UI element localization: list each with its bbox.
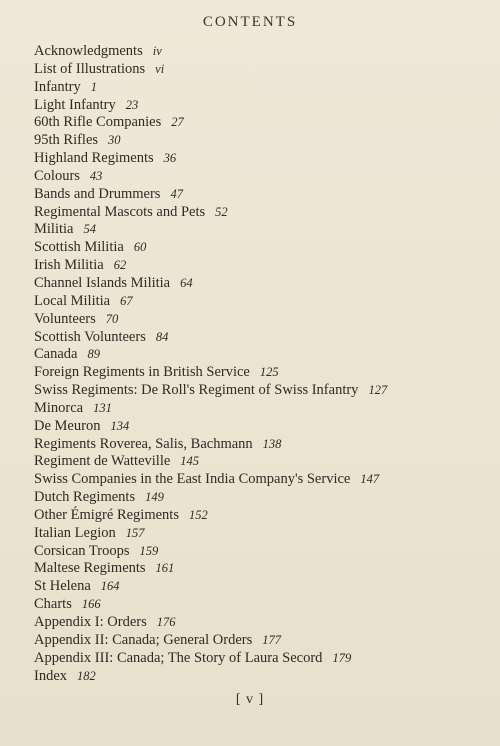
toc-entry	[34, 114, 474, 132]
toc-entry	[34, 257, 474, 275]
toc-entry-title: Dutch Regiments	[34, 489, 136, 506]
toc-entry-title: Volunteers	[34, 310, 96, 327]
toc-entry-title: Irish Militia	[34, 257, 104, 274]
toc-entry-page: 62	[113, 258, 127, 273]
toc-entry-title: Appendix II: Canada; General Orders	[34, 631, 253, 648]
toc-entry-page: 64	[180, 275, 193, 290]
toc-entry	[34, 275, 474, 293]
toc-entry-title: Swiss Companies in the East India Company's Service	[34, 471, 351, 488]
toc-entry-page: 177	[262, 632, 281, 647]
toc-entry-page: 47	[170, 186, 183, 201]
toc-entry	[34, 471, 474, 489]
toc-entry-page: 147	[360, 472, 380, 487]
toc-entry-title: Regiments Roverea, Salis, Bachmann	[34, 435, 253, 452]
toc-entry	[34, 311, 474, 329]
toc-entry	[34, 614, 474, 632]
toc-entry	[34, 578, 474, 596]
toc-entry	[34, 204, 474, 222]
toc-entry	[34, 400, 474, 418]
toc-entry-page: vi	[155, 61, 165, 76]
toc-entry-title: Index	[34, 667, 68, 684]
toc-entry	[34, 632, 474, 650]
toc-entry-title: Scottish Militia	[34, 239, 124, 256]
toc-entry-page: 127	[368, 383, 388, 398]
toc-entry	[34, 489, 474, 507]
toc-entry	[34, 221, 474, 239]
toc-entry-page: 36	[163, 151, 177, 166]
page-title: CONTENTS	[202, 14, 298, 30]
toc-entry	[34, 507, 474, 525]
toc-entry-title: Light Infantry	[34, 96, 116, 113]
toc-entry-title: Foreign Regiments in British Service	[34, 364, 250, 381]
toc-entry-page: 70	[105, 311, 119, 326]
toc-entry	[34, 453, 474, 471]
toc-entry-page: 179	[332, 650, 352, 665]
toc-entry	[34, 43, 474, 61]
toc-entry-title: Regimental Mascots and Pets	[34, 203, 206, 220]
toc-entry	[34, 293, 474, 311]
toc-entry-page: 164	[100, 579, 120, 594]
contents-list	[34, 43, 474, 685]
toc-entry-title: List of Illustrations	[34, 60, 146, 77]
toc-entry-title: Italian Legion	[34, 524, 116, 541]
toc-entry-title: Other Émigré Regiments	[34, 506, 179, 523]
toc-entry-page: 152	[188, 507, 208, 522]
page-number: [ v ]	[235, 692, 265, 707]
toc-entry-title: 95th Rifles	[34, 132, 99, 149]
toc-entry-page: 161	[155, 561, 175, 576]
toc-entry-title: Swiss Regiments: De Roll's Regiment of Swiss Infantry	[34, 382, 359, 399]
toc-entry-title: Appendix I: Orders	[34, 614, 147, 630]
toc-entry-title: Appendix III: Canada; The Story of Laura Secord	[34, 649, 323, 666]
toc-entry	[34, 79, 474, 97]
toc-entry	[34, 186, 474, 204]
toc-entry	[34, 560, 474, 578]
toc-entry-page: 54	[83, 222, 96, 237]
toc-entry-page: 131	[93, 400, 112, 415]
toc-entry-title: Highland Regiments	[34, 150, 154, 167]
toc-entry-title: Colours	[34, 167, 80, 184]
toc-entry	[34, 150, 474, 168]
toc-entry-page: 125	[259, 365, 279, 380]
toc-entry-title: De Meuron	[34, 417, 101, 434]
toc-entry-title: Scottish Volunteers	[34, 328, 146, 345]
toc-entry-title: Infantry	[34, 78, 81, 95]
toc-entry	[34, 132, 474, 150]
toc-entry-page: 23	[125, 97, 139, 112]
toc-entry	[34, 418, 474, 436]
toc-entry-title: Regiment de Watteville	[34, 453, 171, 470]
toc-entry	[34, 168, 474, 186]
toc-entry-page: 43	[89, 168, 103, 183]
toc-entry-title: 60th Rifle Companies	[34, 114, 162, 131]
toc-entry-title: Canada	[34, 346, 78, 363]
toc-entry-title: Channel Islands Militia	[34, 274, 171, 291]
toc-entry-page: 138	[262, 436, 282, 451]
toc-entry-page: 27	[171, 115, 184, 130]
toc-entry	[34, 346, 474, 364]
toc-entry-page: 145	[180, 454, 200, 469]
toc-entry	[34, 596, 474, 614]
toc-entry	[34, 329, 474, 347]
toc-entry-page: 30	[108, 133, 121, 148]
toc-entry-title: Charts	[34, 596, 72, 613]
toc-entry	[34, 525, 474, 543]
toc-entry-title: Acknowledgments	[34, 43, 143, 59]
toc-entry-page: iv	[152, 44, 162, 58]
toc-entry-page: 176	[156, 615, 176, 629]
toc-entry-page: 157	[125, 525, 145, 540]
toc-entry	[34, 97, 474, 115]
toc-entry-title: Corsican Troops	[34, 542, 130, 559]
toc-entry-page: 182	[77, 668, 96, 683]
toc-entry	[34, 436, 474, 454]
toc-entry	[34, 239, 474, 257]
toc-entry-title: Bands and Drummers	[34, 185, 161, 202]
toc-entry	[34, 382, 474, 400]
toc-entry-page: 67	[120, 293, 133, 308]
toc-entry	[34, 364, 474, 382]
toc-entry-title: St Helena	[34, 578, 91, 595]
toc-entry-page: 1	[90, 79, 97, 94]
toc-entry	[34, 668, 474, 686]
toc-entry-title: Militia	[34, 221, 74, 238]
toc-entry-page: 84	[155, 329, 169, 344]
toc-entry-page: 89	[87, 347, 100, 362]
toc-entry-title: Local Militia	[34, 292, 111, 309]
toc-entry-page: 149	[145, 490, 164, 505]
toc-entry-page: 134	[110, 418, 130, 433]
toc-entry	[34, 650, 474, 668]
toc-entry-page: 166	[81, 597, 101, 612]
toc-entry-title: Minorca	[34, 399, 84, 416]
toc-entry	[34, 61, 474, 79]
toc-entry-title: Maltese Regiments	[34, 560, 146, 577]
toc-entry-page: 52	[215, 204, 228, 219]
toc-entry-page: 159	[139, 543, 159, 558]
toc-entry-page: 60	[133, 240, 147, 255]
toc-entry	[34, 543, 474, 561]
